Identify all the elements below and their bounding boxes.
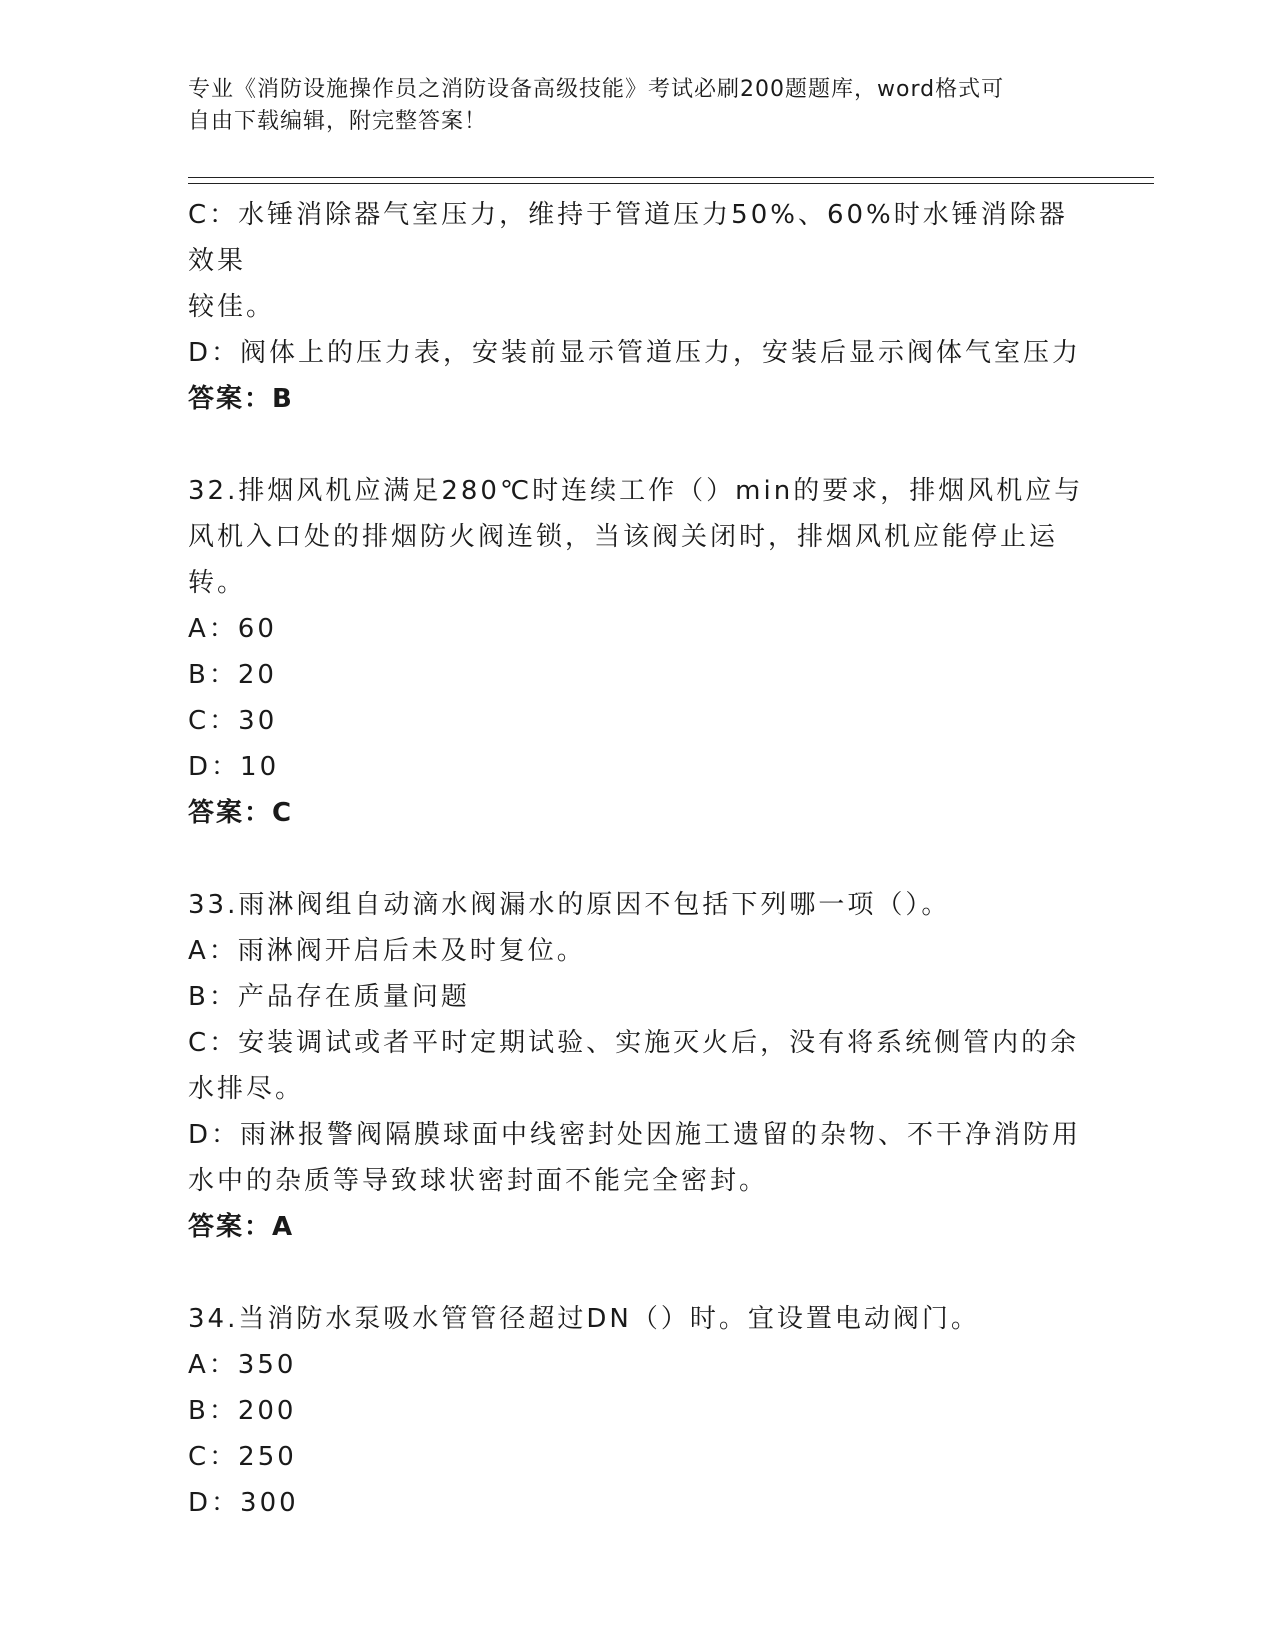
header-divider-bottom [188,183,1154,184]
document-header [188,74,1068,138]
option-c: C：250 [188,1442,297,1472]
question-stem-continued: 风机入口处的排烟防火阀连锁，当该阀关闭时，排烟风机应能停止运 [188,522,1059,552]
option-c: C：安装调试或者平时定期试验、实施灭火后，没有将系统侧管内的余 [188,1028,1080,1058]
option-c-continued: 水排尽。 [188,1074,305,1104]
spacer [188,1250,1088,1296]
answer: 答案：B [188,384,294,414]
answer: 答案：C [188,798,294,828]
option-b: B：200 [188,1396,297,1426]
header-divider-top [188,177,1154,178]
option-c: C：30 [188,706,278,736]
question-stem: 33.雨淋阀组自动滴水阀漏水的原因不包括下列哪一项（）。 [188,890,951,920]
spacer [188,422,1088,468]
question-stem: 32.排烟风机应满足280℃时连续工作（）min的要求，排烟风机应与 [188,476,1084,506]
question-31-tail [188,192,1088,422]
option-d: D：10 [188,752,280,782]
question-content [188,192,1088,1526]
option-d: D：雨淋报警阀隔膜球面中线密封处因施工遗留的杂物、不干净消防用 [188,1120,1082,1150]
option-d: D：阀体上的压力表，安装前显示管道压力，安装后显示阀体气室压力 [188,338,1082,368]
question-33 [188,882,1088,1250]
option-a: A：350 [188,1350,297,1380]
question-34 [188,1296,1088,1526]
question-32 [188,468,1088,836]
option-b: B：产品存在质量问题 [188,982,470,1012]
option-a: A：雨淋阀开启后未及时复位。 [188,936,586,966]
spacer [188,836,1088,882]
option-c: C：水锤消除器气室压力，维持于管道压力50%、60%时水锤消除器效果 [188,200,1068,276]
header-line-2: 自由下载编辑，附完整答案！ [188,109,488,134]
header-line-1: 专业《消防设施操作员之消防设备高级技能》考试必刷200题题库，word格式可 [188,77,1005,102]
option-b: B：20 [188,660,277,690]
option-c-continued: 较佳。 [188,292,276,322]
option-a: A：60 [188,614,277,644]
option-d-continued: 水中的杂质等导致球状密封面不能完全密封。 [188,1166,769,1196]
option-d: D：300 [188,1488,299,1518]
question-stem-continued: 转。 [188,568,247,598]
question-stem: 34.当消防水泵吸水管管径超过DN（）时。宜设置电动阀门。 [188,1304,980,1334]
answer: 答案：A [188,1212,295,1242]
